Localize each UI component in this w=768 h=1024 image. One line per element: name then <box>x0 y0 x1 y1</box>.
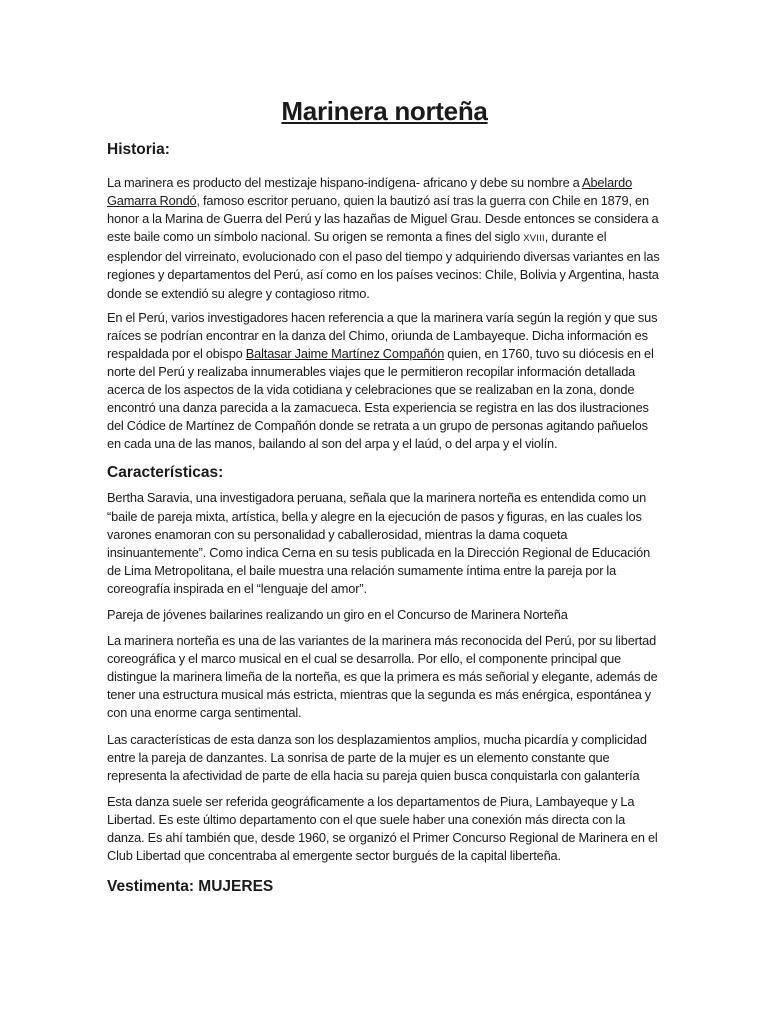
paragraph-caracteristicas-2: Pareja de jóvenes bailarines realizando un giro en el Concurso de Marinera Norteña <box>107 606 568 622</box>
section-heading-caracteristicas: Características: <box>107 464 224 482</box>
section-heading-historia: Historia: <box>107 141 170 158</box>
paragraph-caracteristicas-3: La marinera norteña es una de las variantes de la marinera más reconocida del Perú, por su libertad coreográfica y el marco musical en el cual se desarrolla. Por ello, el componente principal que distingue la marinera limeña de la norteña, es que la primera es más señorial y elegante, además de tener una estructura musical más estricta, mientras que la segunda es más enérgica, espontánea y con una enorme carga sentimental. <box>107 633 658 721</box>
section-heading-vestimenta: Vestimenta: MUJERES <box>107 878 274 896</box>
paragraph-caracteristicas-4: Las características de esta danza son los desplazamientos amplios, mucha picardía y complicidad entre la pareja de danzantes. La sonrisa de parte de la mujer es un elemento constante que representa la afectividad de parte de ella hacia su pareja quien busca conquistarla con galantería <box>107 731 647 783</box>
paragraph-caracteristicas-1: Bertha Saravia, una investigadora peruana, señala que la marinera norteña es entendida como un “baile de pareja mixta, artística, bella y alegre en la ejecución de pasos y figuras, en las cuales los varones enamoran con su personalidad y caballerosidad, mientras la dama coqueta insinuantemente”. Como indica Cerna en su tesis publicada en la Dirección Regional de Educación de Lima Metropolitana, el baile muestra una relación sumamente íntima entre la pareja por la coreografía inspirada en el “lenguaje del amor”. <box>107 490 651 596</box>
text-run: En el Perú, varios investigadores hacen referencia a que la marinera varía según la región y que sus raíces se podrían encontrar en la danza del Chimo, oriunda de Lambayeque. Dicha información es respaldada por el obispo <box>107 309 658 361</box>
century-numeral: XVIII <box>523 233 545 245</box>
page-title: Marinera norteña <box>281 96 488 126</box>
text-run: La marinera es producto del mestizaje hispano-indígena- africano y debe su nombre a <box>107 175 583 190</box>
paragraph-caracteristicas-5: Esta danza suele ser referida geográficamente a los departamentos de Piura, Lambayeque y La Libertad. Es este último departamento con el que suele haber una conexión más directa con la danza. Es ahí también que, desde 1960, se organizó el Primer Concurso Regional de Marinera en el Club Libertad que concentraba al emergente sector burgués de la capital liberteña. <box>107 793 658 864</box>
paragraph-historia-1 <box>107 174 662 303</box>
text-run: quien, en 1760, tuvo su diócesis en el norte del Perú y realizaba innumerables viajes que le permitieron recopilar información detallada acerca de los aspectos de la vida cotidiana y celebraciones que se realizaban en la zona, donde encontró una danza parecida a la zamacueca. Esta experiencia se registra en las dos ilustraciones del Códice de Martínez de Compañón donde se retrata a un grupo de personas agitando pañuelos en cada una de las manos, bailando al son del arpa y el laúd, o del arpa y el violín. <box>107 345 654 452</box>
paragraph-historia-2 <box>107 309 662 454</box>
link-abelardo-gamarra-rondo[interactable]: Abelardo Gamarra Rondó <box>107 175 633 209</box>
text-run: , famoso escritor peruano, quien la bautizó así tras la guerra con Chile en 1879, en honor a la Marina de Guerra del Perú y las hazañas de Miguel Grau. Desde entonces se considera a este baile como un símbolo nacional. Su origen se remonta a fines del siglo <box>107 193 659 245</box>
link-baltasar-jaime-martinez-companon[interactable]: Baltasar Jaime Martínez Compañón <box>245 345 445 361</box>
text-run: , durante el esplendor del virreinato, evolucionado con el paso del tiempo y adquiriendo diversas variantes en las regiones y departamentos del Perú, así como en los países vecinos: Chile, Bolivia y Argentina, hasta donde se extendió su alegre y contagioso ritmo. <box>107 229 660 301</box>
